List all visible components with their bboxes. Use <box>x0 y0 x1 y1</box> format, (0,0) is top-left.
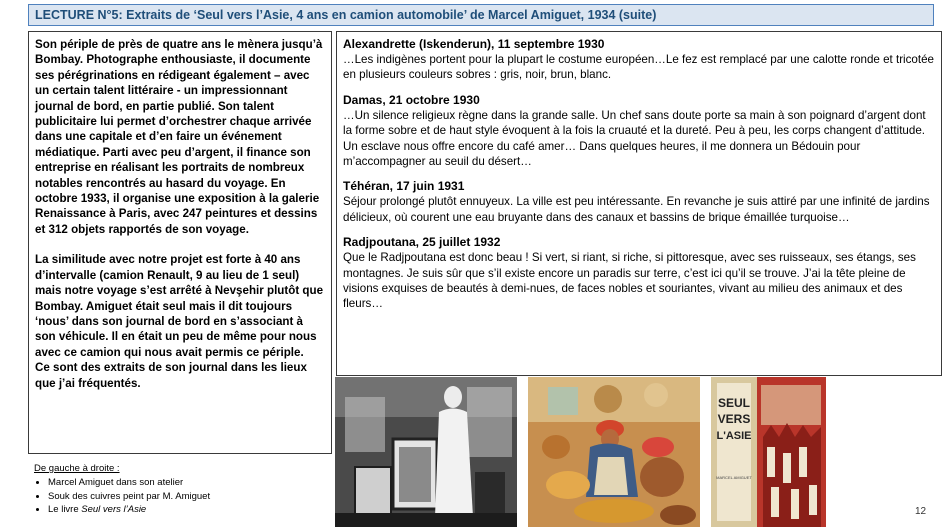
journal-entry-text: Que le Radjpoutana est donc beau ! Si vert, si riant, si riche, si pittoresque, avec ses ruisseaux, ses étangs, ses montagnes. Je suis sûr que s’il existe encore un paradis sur terre, c’est ici qu’il se trouve. J’ai la tête pleine de visions exquises de beautés à demi-nues, de faces nobles et souriantes, vivant au milieu des animaux et des fleurs… <box>343 251 916 311</box>
page-number: 12 <box>915 506 927 517</box>
caption-item: • Souk des cuivres peint par M. Amiguet <box>48 490 324 504</box>
intro-paragraph-3: Ce sont des extraits de son journal dans les lieux que j’ai fréquentés. <box>35 361 307 390</box>
journal-entry <box>343 93 935 170</box>
journal-excerpts-box <box>336 31 942 376</box>
book-cover-title-line-2: VERS <box>717 412 751 426</box>
intro-text-box <box>28 31 332 454</box>
atelier-photo-drawing <box>335 377 517 527</box>
caption-title: De gauche à droite : <box>34 463 120 474</box>
journal-entry-heading: Radjpoutana, 25 juillet 1932 <box>343 235 501 250</box>
caption-list <box>34 476 324 517</box>
journal-entry-heading: Téhéran, 17 juin 1931 <box>343 179 465 194</box>
journal-entry-text: Séjour prolongé plutôt ennuyeux. La ville est peu intéressante. En revanche je suis attiré par une infinité de jardins délicieux, où courent une eau bruyante dans des canaux et bassins de brique émaillée turquoise… <box>343 195 930 224</box>
atelier-photo <box>335 377 517 527</box>
photo-caption <box>34 462 324 517</box>
caption-book-title: Seul vers l’Asie <box>81 504 147 515</box>
book-cover-title-line-3: L'ASIE <box>716 430 752 442</box>
journal-entry-heading: Alexandrette (Iskenderun), 11 septembre 1930 <box>343 37 605 51</box>
journal-entry-heading: Damas, 21 octobre 1930 <box>343 92 480 107</box>
caption-item <box>48 503 324 517</box>
slide-title: LECTURE N°5: Extraits de ‘Seul vers l’Asie, 4 ans en camion automobile’ de Marcel Amiguet, 1934 (suite) <box>35 8 657 22</box>
journal-entry-text: …Les indigènes portent pour la plupart le costume européen…Le fez est remplacé par une calotte ronde et tricotée en plusieurs couleurs sobres : gris, noir, brun, blanc. <box>343 53 934 82</box>
journal-entry <box>343 235 935 312</box>
book-cover-author: MARCEL AMIGUET <box>716 475 752 480</box>
caption-item: • Marcel Amiguet dans son atelier <box>48 476 324 490</box>
souk-painting <box>528 377 700 527</box>
book-cover-title-line-1: SEUL <box>717 396 751 410</box>
intro-paragraph-2: La similitude avec notre projet est forte à 40 ans d’intervalle (camion Renault, 9 au lieu de 1 seul) mais notre voyage s’est arrêté à Nevşehir plutôt que Bombay. Amiguet était seul mais il dit toujours ‘nous’ dans son journal de bord en s’associant à son véhicule. Il en était un peu de même pour nous avec ce camion qui nous avait permis ce périple. <box>35 253 324 359</box>
journal-entry <box>343 37 935 83</box>
souk-painting-drawing <box>528 377 700 527</box>
journal-entry-text: …Un silence religieux règne dans la grande salle. Un chef sans doute porte sa main à son poignard d’argent dont la forme sobre et de haut style évoquent à la fois la cruauté et la dureté. Peu à peu, les corps changent d’attitude. Un esclave nous offre encore du café amer… Dans quelques heures, il me donnera un Bédouin pour m’accompagner au seuil du désert… <box>343 108 926 169</box>
book-cover-drawing <box>711 377 826 527</box>
caption-item-prefix: Le livre <box>48 504 82 515</box>
book-cover <box>711 377 826 527</box>
intro-paragraph-1: Son périple de près de quatre ans le mènera jusqu’à Bombay. Photographe enthousiaste, il documente ses pérégrinations en rédigeant également – avec un certain talent littéraire - un impressionnant journal de bord, en partie publié. Son talent publicitaire lui permet d’orchestrer chaque arrivée dans une capitale et d’en faire un événement médiatique. Parti avec peu d’argent, il finance son entreprise en réalisant les portraits de nombreux notables rencontrés au hasard du voyage. En octobre 1933, il organise une exposition à la galerie Renaissance à Paris, avec 247 peintures et dessins et 312 objets rapportés de son voyage. <box>35 38 323 236</box>
journal-entry <box>343 179 935 225</box>
slide-title-bar <box>28 4 934 26</box>
